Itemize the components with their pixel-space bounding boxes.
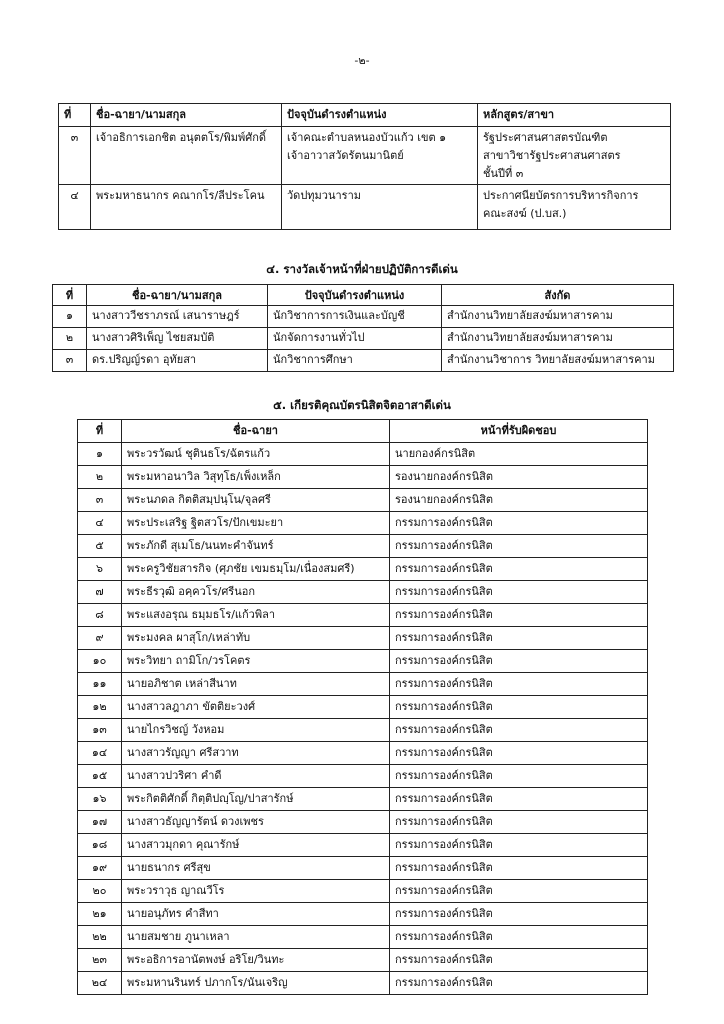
row-no: ๒ [53, 328, 87, 350]
row-no: ๒๑ [78, 903, 122, 926]
table-row [59, 127, 671, 185]
table-row [78, 765, 648, 788]
table-row [78, 949, 648, 972]
table-header-row [59, 104, 671, 127]
row-name: พระกิตติศักดิ์ กิตฺติปญฺโญ/ปาสารักษ์ [122, 788, 390, 811]
row-position: นักวิชาการการเงินและบัญชี [268, 306, 442, 328]
row-no: ๔ [78, 512, 122, 535]
table-row [78, 512, 648, 535]
table-row [53, 328, 674, 350]
row-name: นางสาวรัญญา ศรีสวาท [122, 742, 390, 765]
row-no: ๑๕ [78, 765, 122, 788]
row-duty: กรรมการองค์กรนิสิต [390, 627, 648, 650]
row-name: นายสมชาย ภูนาเหลา [122, 926, 390, 949]
row-no: ๙ [78, 627, 122, 650]
header-name: ชื่อ-ฉายา [122, 420, 390, 443]
row-duty: กรรมการองค์กรนิสิต [390, 719, 648, 742]
header-name: ชื่อ-ฉายา/นามสกุล [91, 104, 282, 127]
row-duty: กรรมการองค์กรนิสิต [390, 880, 648, 903]
row-name: พระวราวุธ ญาณวีโร [122, 880, 390, 903]
header-no: ที่ [53, 285, 87, 306]
row-name: พระธีรวุฒิ อคฺควโร/ศรีนอก [122, 581, 390, 604]
table-row [78, 834, 648, 857]
program-line: คณะสงฆ์ (ป.บส.) [483, 207, 567, 220]
program-line: ชั้นปีที่ ๓ [483, 167, 524, 180]
table-row [59, 185, 671, 230]
row-no: ๒๒ [78, 926, 122, 949]
row-name: พระครูวิชัยสารกิจ (ศุภชัย เขมธมฺโม/เนื่องสมศรี) [122, 558, 390, 581]
row-affiliation: สำนักงานวิทยาลัยสงฆ์มหาสารคาม [442, 306, 674, 328]
row-name: พระวรวัฒน์ ชุตินธโร/ฉัตรแก้ว [122, 443, 390, 466]
header-position: ปัจจุบันดำรงตำแหน่ง [268, 285, 442, 306]
table-header-row [53, 285, 674, 306]
row-duty: กรรมการองค์กรนิสิต [390, 972, 648, 995]
row-no: ๑ [53, 306, 87, 328]
section-4-title: ๔. รางวัลเจ้าหน้าที่ฝ่ายปฏิบัติการดีเด่น [266, 262, 458, 276]
row-duty: กรรมการองค์กรนิสิต [390, 903, 648, 926]
row-name: นางสาวปวริศา คำดี [122, 765, 390, 788]
table-row [78, 719, 648, 742]
table-header-row [78, 420, 648, 443]
row-name: นางสาวศิริเพ็ญ ไชยสมบัติ [87, 328, 268, 350]
table-row [78, 903, 648, 926]
row-no: ๓ [78, 489, 122, 512]
program-line: สาขาวิชารัฐประศาสนศาสตร [483, 149, 621, 162]
table-row [78, 857, 648, 880]
row-duty: นายกองค์กรนิสิต [390, 443, 648, 466]
row-name: พระนภดล กิตติสมฺปนฺโน/จุลศรี [122, 489, 390, 512]
row-duty: รองนายกองค์กรนิสิต [390, 466, 648, 489]
row-no: ๑๗ [78, 811, 122, 834]
table-row [78, 581, 648, 604]
row-duty: กรรมการองค์กรนิสิต [390, 742, 648, 765]
row-duty: กรรมการองค์กรนิสิต [390, 765, 648, 788]
row-name: พระมหาธนากร คณากโร/ลีประโคน [91, 185, 282, 230]
row-duty: กรรมการองค์กรนิสิต [390, 857, 648, 880]
row-name: พระแสงอรุณ ธมฺมธโร/แก้วพิลา [122, 604, 390, 627]
header-duty: หน้าที่รับผิดชอบ [390, 420, 648, 443]
row-duty: กรรมการองค์กรนิสิต [390, 604, 648, 627]
table-row [78, 604, 648, 627]
header-affiliation: สังกัด [442, 285, 674, 306]
row-duty: กรรมการองค์กรนิสิต [390, 581, 648, 604]
table-row [78, 466, 648, 489]
staff-award-table [52, 284, 674, 372]
row-name: พระมหานรินทร์ ปภากโร/นันเจริญ [122, 972, 390, 995]
section-5-title: ๕. เกียรติคุณบัตรนิสิตจิตอาสาดีเด่น [273, 398, 451, 412]
row-position: นักวิชาการศึกษา [268, 350, 442, 372]
table-row [78, 788, 648, 811]
position-line: เจ้าอาวาสวัดรัตนมานิตย์ [287, 149, 404, 162]
row-no: ๓ [59, 127, 91, 185]
row-duty: กรรมการองค์กรนิสิต [390, 926, 648, 949]
table-row [78, 880, 648, 903]
row-duty: กรรมการองค์กรนิสิต [390, 512, 648, 535]
table-row [78, 696, 648, 719]
row-position: นักจัดการงานทั่วไป [268, 328, 442, 350]
row-no: ๑๔ [78, 742, 122, 765]
row-affiliation: สำนักงานวิชาการ วิทยาลัยสงฆ์มหาสารคาม [442, 350, 674, 372]
table-row [78, 972, 648, 995]
row-duty: กรรมการองค์กรนิสิต [390, 696, 648, 719]
staff-award-rows [53, 306, 674, 372]
header-no: ที่ [78, 420, 122, 443]
row-name: นางสาววีชราภรณ์ เสนาราษฎร์ [87, 306, 268, 328]
page-number: -๒- [354, 54, 370, 67]
table-row [78, 535, 648, 558]
row-name: พระภักดี สุเมโธ/นนทะคำจันทร์ [122, 535, 390, 558]
row-name: นายอภิชาต เหล่าสีนาท [122, 673, 390, 696]
row-duty: กรรมการองค์กรนิสิต [390, 834, 648, 857]
row-no: ๑ [78, 443, 122, 466]
program-line: ประกาศนียบัตรการบริหารกิจการ [483, 189, 639, 202]
row-position [282, 127, 478, 185]
volunteer-honor-rows [78, 443, 648, 995]
row-name: นายไกรวิชญ์ วังหอม [122, 719, 390, 742]
table-row [78, 443, 648, 466]
table-row [78, 811, 648, 834]
table-row [78, 673, 648, 696]
row-no: ๑๘ [78, 834, 122, 857]
row-duty: กรรมการองค์กรนิสิต [390, 673, 648, 696]
row-name: พระมหาอนาวิล วิสุทฺโธ/เพ็งเหล็ก [122, 466, 390, 489]
row-no: ๘ [78, 604, 122, 627]
row-name: นางสาวธัญญารัตน์ ดวงเพชร [122, 811, 390, 834]
row-no: ๑๙ [78, 857, 122, 880]
header-name: ชื่อ-ฉายา/นามสกุล [87, 285, 268, 306]
row-no: ๑๑ [78, 673, 122, 696]
row-no: ๕ [78, 535, 122, 558]
row-position [282, 185, 478, 230]
row-no: ๒๔ [78, 972, 122, 995]
row-no: ๔ [59, 185, 91, 230]
row-name: พระวิทยา ถามิโก/วรโคตร [122, 650, 390, 673]
row-no: ๑๖ [78, 788, 122, 811]
row-name: พระประเสริฐ ฐิตสวโร/ปักเขมะยา [122, 512, 390, 535]
row-no: ๒๓ [78, 949, 122, 972]
row-no: ๖ [78, 558, 122, 581]
row-name: นางสาวมุกดา คุณารักษ์ [122, 834, 390, 857]
row-duty: กรรมการองค์กรนิสิต [390, 949, 648, 972]
row-no: ๒ [78, 466, 122, 489]
position-line: วัดปทุมวนาราม [287, 189, 362, 202]
table-row [78, 742, 648, 765]
table-row [53, 350, 674, 372]
row-no: ๑๒ [78, 696, 122, 719]
row-name: นางสาวลฎาภา ขัตติยะวงศ์ [122, 696, 390, 719]
header-position: ปัจจุบันดำรงตำแหน่ง [282, 104, 478, 127]
row-affiliation: สำนักงานวิทยาลัยสงฆ์มหาสารคาม [442, 328, 674, 350]
row-name: พระมงคล ผาสุโก/เหล่าทับ [122, 627, 390, 650]
row-duty: กรรมการองค์กรนิสิต [390, 558, 648, 581]
table-row [78, 558, 648, 581]
row-program [478, 127, 671, 185]
row-duty: กรรมการองค์กรนิสิต [390, 811, 648, 834]
header-no: ที่ [59, 104, 91, 127]
program-line: รัฐประศาสนศาสตรบัณฑิต [483, 131, 608, 144]
row-name: พระอธิการอานัตพงษ์ อริโย/วินทะ [122, 949, 390, 972]
row-name: เจ้าอธิการเอกชิต อนุตตโร/พิมพ์ศักดิ์ [91, 127, 282, 185]
table-row [78, 926, 648, 949]
row-duty: กรรมการองค์กรนิสิต [390, 650, 648, 673]
table-row [78, 650, 648, 673]
row-no: ๑๓ [78, 719, 122, 742]
row-duty: กรรมการองค์กรนิสิต [390, 788, 648, 811]
header-program: หลักสูตร/สาขา [478, 104, 671, 127]
position-line: เจ้าคณะตำบลหนองบัวแก้ว เขต ๑ [287, 131, 447, 144]
row-no: ๓ [53, 350, 87, 372]
table-row [53, 306, 674, 328]
row-duty: รองนายกองค์กรนิสิต [390, 489, 648, 512]
row-no: ๑๐ [78, 650, 122, 673]
row-name: ดร.ปริญญ์รดา อุทัยสา [87, 350, 268, 372]
table-row [78, 489, 648, 512]
row-name: นายธนากร ศรีสุข [122, 857, 390, 880]
row-no: ๗ [78, 581, 122, 604]
volunteer-honor-table [77, 419, 648, 995]
row-no: ๒๐ [78, 880, 122, 903]
row-name: นายอนุภัทร คำสีทา [122, 903, 390, 926]
table-row [78, 627, 648, 650]
row-duty: กรรมการองค์กรนิสิต [390, 535, 648, 558]
row-program [478, 185, 671, 230]
continued-table [58, 103, 671, 230]
